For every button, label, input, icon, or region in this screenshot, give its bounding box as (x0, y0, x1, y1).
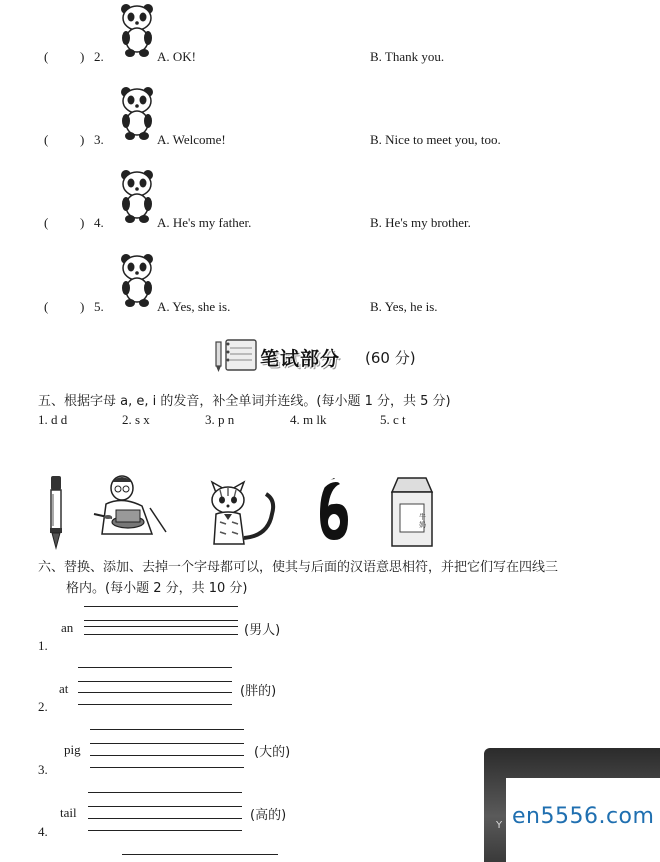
writing-line (84, 620, 238, 621)
answer-paren-open: ( (44, 299, 49, 314)
option-b: B. Nice to meet you, too. (370, 132, 501, 147)
writing-line (78, 704, 232, 705)
option-a: A. He's my father. (157, 215, 252, 230)
answer-paren-open: ( (44, 132, 49, 147)
item-number: 2. (94, 49, 104, 64)
writing-line (78, 692, 232, 693)
writing-line (78, 667, 232, 668)
q6-number: 2. (38, 699, 48, 714)
item-number: 5. (94, 299, 104, 314)
q6-number: 4. (38, 824, 48, 839)
q6-meaning: (高的) (250, 808, 287, 823)
notebook-pencil-icon (214, 336, 260, 374)
man-eating-icon (88, 474, 170, 540)
writing-line (84, 634, 238, 635)
writing-line (88, 818, 242, 819)
option-b: B. He's my brother. (370, 215, 471, 230)
writing-line (88, 792, 242, 793)
writing-line (84, 606, 238, 607)
option-a: A. OK! (157, 49, 196, 64)
writing-line (90, 729, 244, 730)
q6-word: tail (60, 805, 77, 820)
question-6-title-line2: 格内。(每小题 2 分，共 10 分) (66, 581, 248, 596)
q6-word: an (61, 620, 74, 635)
q6-meaning: (大的) (254, 745, 291, 760)
q6-number: 3. (38, 762, 48, 777)
number-six-icon (316, 474, 352, 544)
milk-carton-icon (388, 474, 436, 548)
writing-line (88, 830, 242, 831)
option-a: A. Welcome! (157, 132, 226, 147)
q5-item-5: 5. c t (380, 412, 406, 427)
option-b: B. Yes, he is. (370, 299, 438, 314)
writing-line (88, 806, 242, 807)
writing-line (122, 854, 278, 855)
panda-icon (118, 168, 156, 224)
writing-line (90, 767, 244, 768)
q5-item-2: 2. s x (122, 412, 150, 427)
q5-item-1: 1. d d (38, 412, 68, 427)
watermark-partial-text: Y (496, 820, 503, 831)
option-b: B. Thank you. (370, 49, 445, 64)
option-a: A. Yes, she is. (157, 299, 231, 314)
q5-item-3: 3. p n (205, 412, 235, 427)
milk-label: 牛奶 (419, 513, 426, 529)
answer-paren-close: ) (80, 49, 85, 64)
answer-paren-open: ( (44, 215, 49, 230)
item-number: 4. (94, 215, 104, 230)
q6-meaning: (胖的) (240, 684, 277, 699)
answer-paren-close: ) (80, 215, 85, 230)
q6-meaning: (男人) (244, 623, 281, 638)
q6-word: pig (64, 742, 81, 757)
pen-icon (44, 474, 68, 550)
writing-line (90, 743, 244, 744)
writing-line (78, 681, 232, 682)
writing-line (90, 755, 244, 756)
item-number: 3. (94, 132, 104, 147)
watermark-text: en5556.com (512, 804, 655, 829)
panda-icon (118, 252, 156, 308)
answer-paren-close: ) (80, 132, 85, 147)
q5-item-4: 4. m lk (290, 412, 327, 427)
section-score: (60 分) (365, 349, 416, 367)
answer-paren-open: ( (44, 49, 49, 64)
cat-icon (206, 474, 282, 548)
question-5-title: 五、根据字母 a, e, i 的发音，补全单词并连线。(每小题 1 分，共 5 分) (38, 394, 451, 409)
writing-line (84, 626, 238, 627)
section-title: 笔试部分 (260, 348, 341, 370)
q6-number: 1. (38, 638, 48, 653)
panda-icon (118, 2, 156, 58)
answer-paren-close: ) (80, 299, 85, 314)
question-6-title-line1: 六、替换、添加、去掉一个字母都可以，使其与后面的汉语意思相符，并把它们写在四线三 (38, 560, 559, 575)
panda-icon (118, 85, 156, 141)
q6-word: at (59, 681, 69, 696)
